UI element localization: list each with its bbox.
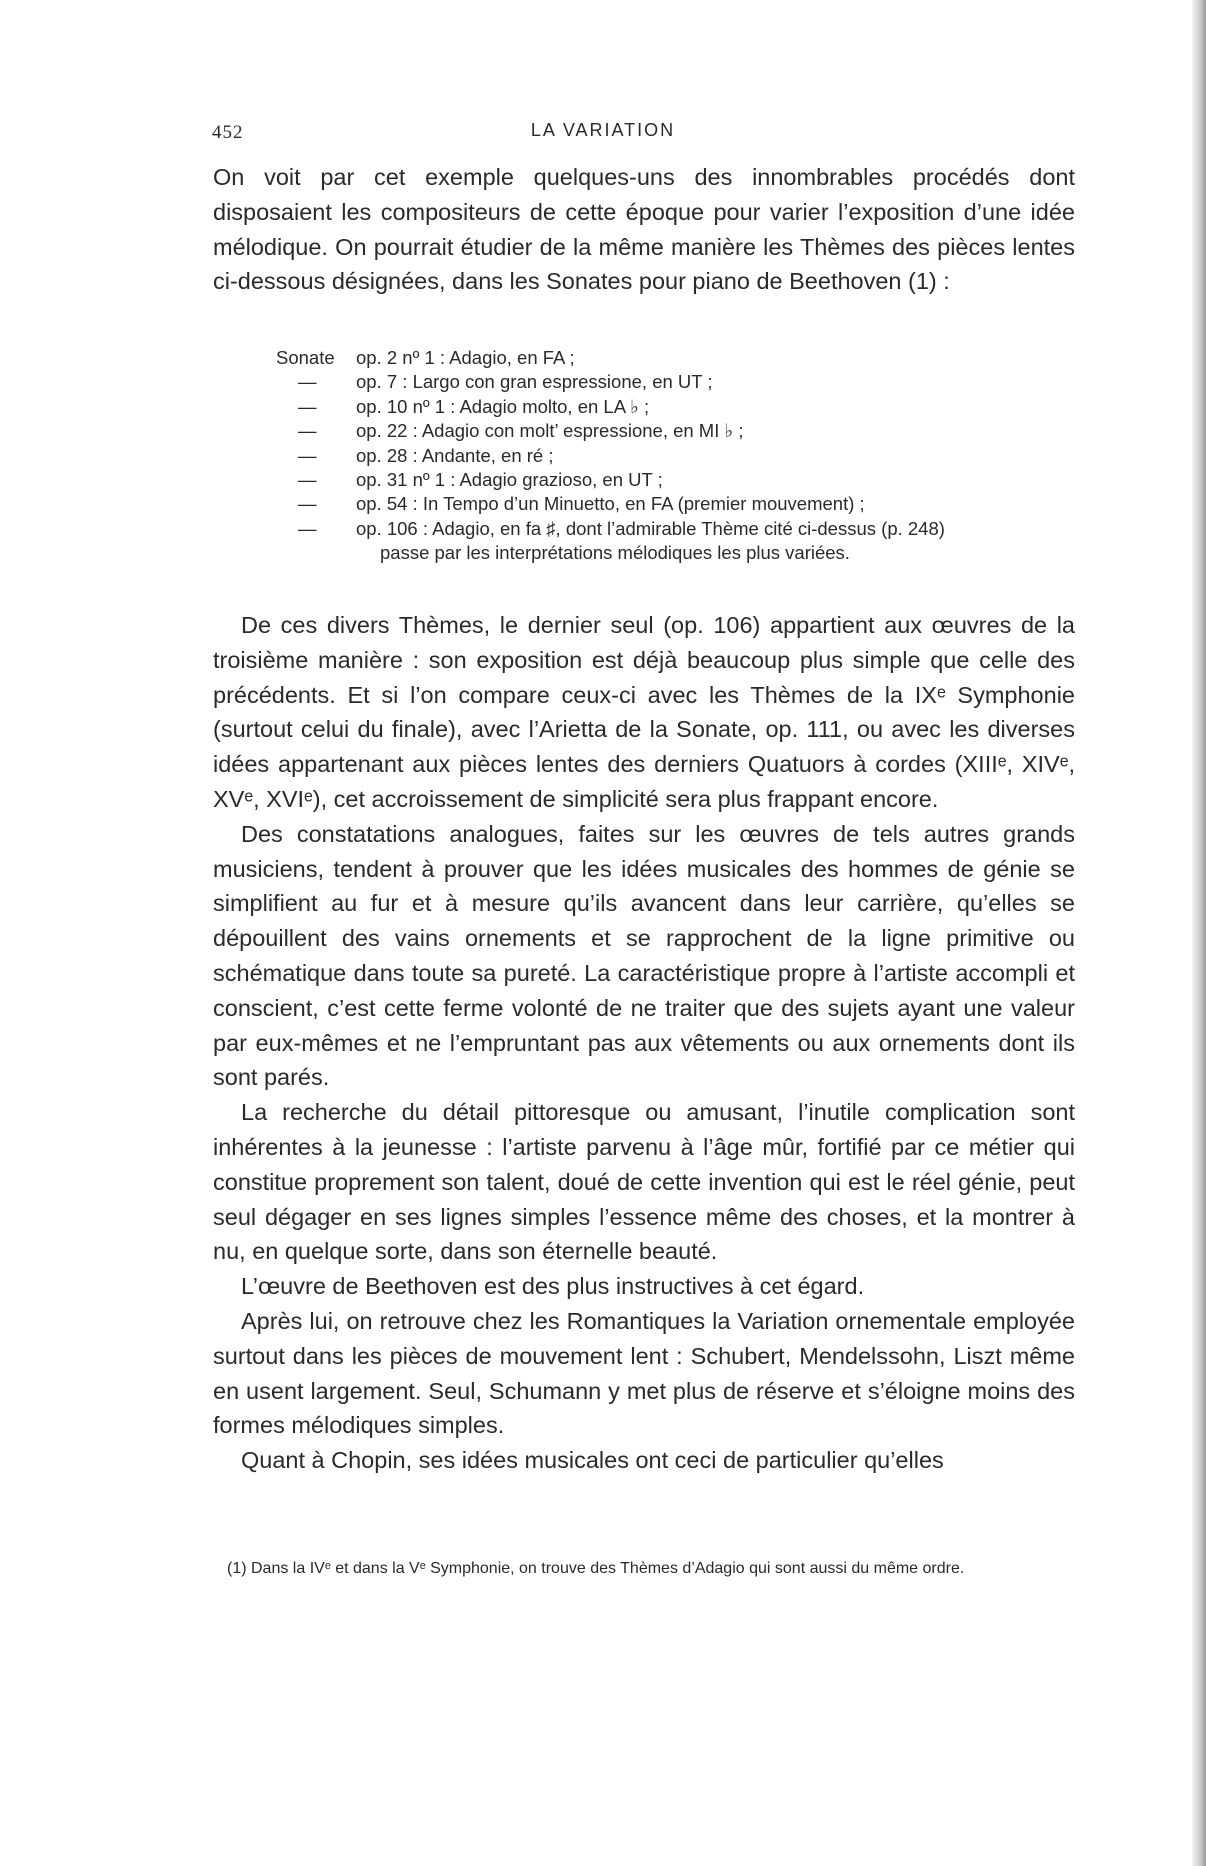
list-dash: — bbox=[298, 493, 317, 515]
list-dash: — bbox=[298, 517, 317, 539]
paragraph: Quant à Chopin, ses idées musicales ont ceci de particulier qu’elles bbox=[241, 1447, 944, 1474]
list-dash: — bbox=[298, 469, 317, 491]
list-item-text: op. 31 nº 1 : Adagio grazioso, en UT ; bbox=[356, 469, 663, 491]
paragraph: De ces divers Thèmes, le dernier seul (op. 106) appartient aux œuvres de la troisième manière : son exposition est déjà beaucoup plus simple que celle des précédents. Et si l’on compare ceux-ci avec les Thèmes de la IXᵉ Symphonie (surtout celui du finale), avec l’Arietta de la Sonate, op. 111, ou avec les diverses idées appartenant aux pièces lentes des derniers Quatuors à cordes (XIIIᵉ, XIVᵉ, XVᵉ, XVIᵉ), cet accroissement de simplicité sera plus frappant encore. bbox=[213, 612, 1075, 812]
list-item bbox=[276, 444, 1076, 468]
list-item bbox=[276, 346, 1076, 370]
list-item-text: op. 2 nº 1 : Adagio, en FA ; bbox=[356, 347, 575, 368]
list-item-text: op. 54 : In Tempo d’un Minuetto, en FA (premier mouvement) ; bbox=[356, 493, 865, 515]
list-item-text: op. 7 : Largo con gran espressione, en UT ; bbox=[356, 371, 713, 393]
list-item bbox=[276, 492, 1076, 516]
book-spine bbox=[1192, 0, 1206, 1866]
list-dash: — bbox=[298, 444, 317, 466]
list-item bbox=[276, 370, 1076, 394]
page-number: 452 bbox=[212, 122, 244, 143]
list-dash: — bbox=[298, 420, 317, 442]
list-continuation: passe par les interprétations mélodiques les plus variées. bbox=[380, 542, 850, 564]
list-item-text: op. 106 : Adagio, en fa ♯, dont l’admirable Thème cité ci-dessus (p. 248) bbox=[356, 517, 945, 539]
main-text bbox=[213, 608, 1075, 1478]
list-item-text: op. 10 nº 1 : Adagio molto, en LA ♭ ; bbox=[356, 395, 650, 417]
list-item bbox=[276, 419, 1076, 443]
paragraph: Des constatations analogues, faites sur les œuvres de tels autres grands musiciens, tendent à prouver que les idées musicales des hommes de génie se simplifient au fur et à mesure qu’ils avancent dans leur carrière, qu’elles se dépouillent des vains ornements et se rapprochent de la ligne primitive ou schématique dans toute sa pureté. La caractéristique propre à l’artiste accompli et conscient, c’est cette ferme volonté de ne traiter que des sujets ayant une valeur par eux-mêmes et ne l’empruntant pas aux vêtements ou aux ornements dont ils sont parés. bbox=[213, 820, 1075, 1091]
footnote: (1) Dans la IVᵉ et dans la Vᵉ Symphonie, on trouve des Thèmes d’Adagio qui sont aussi du même ordre. bbox=[227, 1560, 965, 1577]
list-item-text: op. 28 : Andante, en ré ; bbox=[356, 444, 554, 466]
sonata-list bbox=[276, 346, 1076, 566]
list-item bbox=[276, 468, 1076, 492]
list-item bbox=[276, 395, 1076, 419]
running-head: LA VARIATION bbox=[530, 120, 676, 140]
paragraph: La recherche du détail pittoresque ou amusant, l’inutile complication sont inhérentes à la jeunesse : l’artiste parvenu à l’âge mûr, fortifié par ce métier qui constitue proprement son talent, doué de cette invention qui est le réel génie, peut seul dégager en ses lignes simples l’essence même des choses, et la montrer à nu, en quelque sorte, dans son éternelle beauté. bbox=[213, 1099, 1075, 1265]
list-item-text: op. 22 : Adagio con molt’ espressione, en MI ♭ ; bbox=[356, 420, 744, 442]
list-item bbox=[276, 517, 1076, 541]
paragraph: L’œuvre de Beethoven est des plus instructives à cet égard. bbox=[241, 1273, 865, 1300]
list-dash: — bbox=[298, 395, 317, 417]
paragraph: Après lui, on retrouve chez les Romantiques la Variation ornementale employée surtout dans les pièces de mouvement lent : Schubert, Mendelssohn, Liszt même en usent largement. Seul, Schumann y met plus de réserve et s’éloigne moins des formes mélodiques simples. bbox=[213, 1307, 1075, 1439]
intro-paragraph: On voit par cet exemple quelques-uns des innombrables procédés dont disposaient les compositeurs de cette époque pour varier l’exposition d’une idée mélodique. On pourrait étudier de la même manière les Thèmes des pièces lentes ci-dessous désignées, dans les Sonates pour piano de Beethoven (1) : bbox=[213, 164, 1075, 295]
list-dash: — bbox=[298, 371, 317, 393]
list-label: Sonate bbox=[276, 347, 335, 368]
